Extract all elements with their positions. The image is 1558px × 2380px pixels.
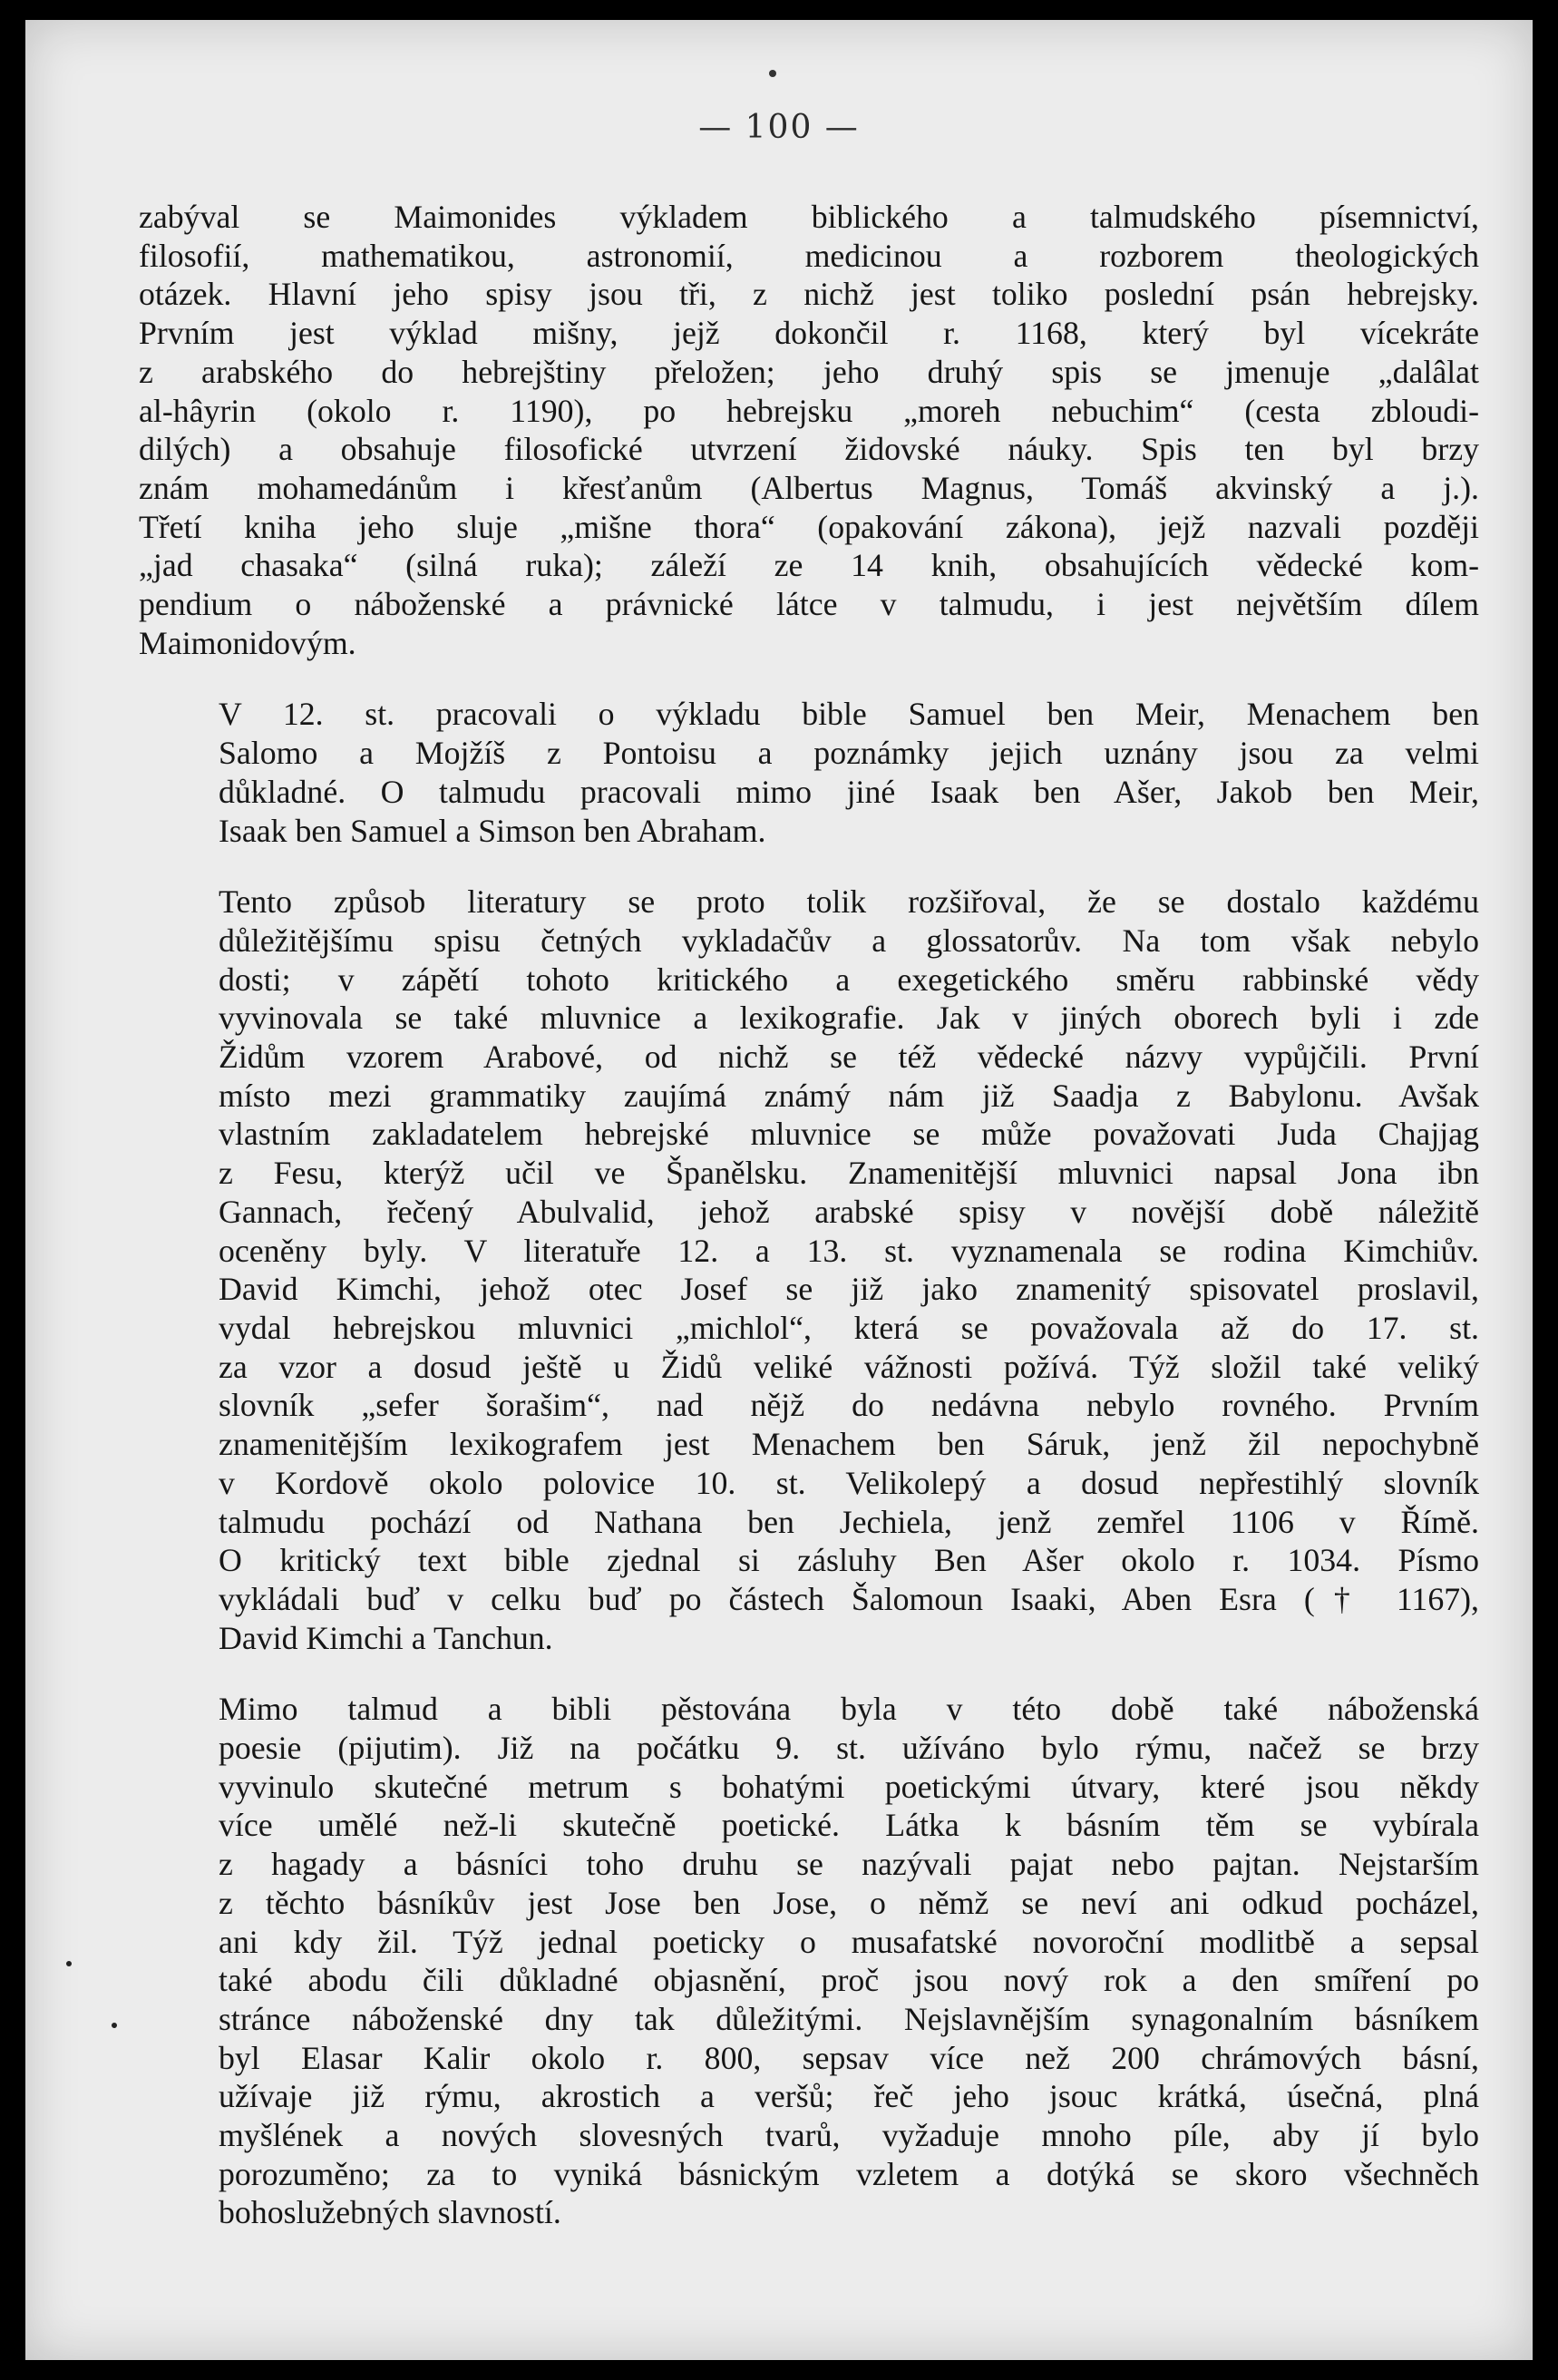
text-line: z arabského do hebrejštiny přeložen; jeho druhý spis se jmenuje „dalâlat	[139, 353, 1479, 390]
scan-dot	[769, 70, 776, 77]
paragraph-maimonides	[139, 198, 1479, 662]
text-line: z hagady a básníci toho druhu se nazývali pajat nebo pajtan. Nejstarším	[219, 1846, 1479, 1883]
text-line: bohoslužebných slavností.	[219, 2194, 561, 2231]
text-line: Třetí kniha jeho sluje „mišne thora“ (opakování zákona), jejž nazvali později	[139, 508, 1479, 545]
text-line: znamenitějším lexikografem jest Menachem ben Sáruk, jenž žil nepochybně	[219, 1426, 1479, 1463]
text-line: za vzor a dosud ještě u Židů veliké vážnosti požívá. Týž složil také veliký	[219, 1348, 1479, 1385]
text-line: „jad chasaka“ (silná ruka); záleží ze 14 knih, obsahujících vědecké kom-	[139, 547, 1479, 584]
text-line: v Kordově okolo polovice 10. st. Velikolepý a dosud nepřestihlý slovník	[219, 1464, 1479, 1501]
page-number: — 100 —	[698, 109, 860, 146]
scanned-page	[25, 20, 1533, 2360]
text-line: z těchto básníkův jest Jose ben Jose, o němž se neví ani odkud pocházel,	[219, 1884, 1479, 1921]
text-line: Isaak ben Samuel a Simson ben Abraham.	[219, 812, 766, 849]
text-line: Židům vzorem Arabové, od nichž se též vědecké názvy vypůjčili. První	[219, 1039, 1479, 1076]
text-line: slovník „sefer šorašim“, nad nějž do nedávna nebylo rovného. Prvním	[219, 1387, 1479, 1424]
text-line: stránce náboženské dny tak důležitými. Nejslavnějším synagonalním básníkem	[219, 2000, 1479, 2037]
text-line: znám mohamedánům i křesťanům (Albertus Magnus, Tomáš akvinský a j.).	[139, 469, 1479, 506]
text-line: vlastním zakladatelem hebrejské mluvnice se může považovati Juda Chajjag	[219, 1116, 1479, 1153]
text-line: oceněny byly. V literatuře 12. a 13. st. vyznamenala se rodina Kimchiův.	[219, 1232, 1479, 1269]
text-line: dilých) a obsahuje filosofické utvrzení židovské náuky. Spis ten byl brzy	[139, 431, 1479, 468]
text-line: vyvinovala se také mluvnice a lexikografie. Jak v jiných oborech byli i zde	[219, 1000, 1479, 1037]
text-line: vyvinulo skutečné metrum s bohatými poetickými útvary, které jsou někdy	[219, 1768, 1479, 1805]
text-line: David Kimchi a Tanchun.	[219, 1619, 553, 1656]
body-text	[139, 198, 1479, 2232]
text-line: zabýval se Maimonides výkladem biblického a talmudského písemnictví,	[139, 199, 1479, 235]
scan-mark	[66, 1961, 72, 1966]
text-line: pendium o náboženské a právnické látce v talmudu, i jest největším dílem	[139, 586, 1479, 623]
text-line: vykládali buď v celku buď po částech Šalomoun Isaaki, Aben Esra († 1167),	[219, 1580, 1479, 1617]
text-line: al-hâyrin (okolo r. 1190), po hebrejsku „moreh nebuchim“ (cesta zbloudi-	[139, 392, 1479, 429]
text-line: z Fesu, kterýž učil ve Španělsku. Znamenitější mluvnici napsal Jona ibn	[219, 1155, 1479, 1192]
text-line: dosti; v zápětí tohoto kritického a exegetického směru rabbinské vědy	[219, 961, 1479, 998]
text-line: otázek. Hlavní jeho spisy jsou tři, z nichž jest toliko poslední psán hebrejsky.	[139, 276, 1479, 313]
text-line: filosofií, mathematikou, astronomií, medicinou a rozborem theologických	[139, 237, 1479, 274]
text-line: důležitějšímu spisu četných vykladačův a glossatorův. Na tom však nebylo	[219, 922, 1479, 959]
text-line: talmudu pochází od Nathana ben Jechiela, jenž zemřel 1106 v Římě.	[219, 1503, 1479, 1540]
text-line: Maimonidovým.	[139, 624, 356, 661]
text-line: vydal hebrejskou mluvnici „michlol“, která se považovala až do 17. st.	[219, 1309, 1479, 1346]
text-line: užívaje již rýmu, akrostich a veršů; řeč jeho jsouc krátká, úsečná, plná	[219, 2078, 1479, 2115]
text-line: porozuměno; za to vyniká básnickým vzletem a dotýká se skoro všechněch	[219, 2155, 1479, 2192]
text-line: důkladné. O talmudu pracovali mimo jiné Isaak ben Ašer, Jakob ben Meir,	[219, 773, 1479, 810]
text-line: místo mezi grammatiky zaujímá známý nám již Saadja z Babylonu. Avšak	[219, 1077, 1479, 1114]
text-line: myšlének a nových slovesných tvarů, vyžaduje mnoho píle, aby jí bylo	[219, 2117, 1479, 2154]
text-line: Gannach, řečený Abulvalid, jehož arabské spisy v novější době náležitě	[219, 1193, 1479, 1230]
paragraph-religious-poetry	[139, 1690, 1479, 2232]
text-line: O kritický text bible zjednal si zásluhy Ben Ašer okolo r. 1034. Písmo	[219, 1542, 1479, 1579]
text-line: V 12. st. pracovali o výkladu bible Samuel ben Meir, Menachem ben	[219, 696, 1479, 733]
paragraph-bible-commentators	[139, 695, 1479, 850]
text-line: Salomo a Mojžíš z Pontoisu a poznámky jejich uznány jsou za velmi	[219, 735, 1479, 772]
text-line: poesie (pijutim). Již na počátku 9. st. užíváno bylo rýmu, načež se brzy	[219, 1730, 1479, 1767]
paragraph-grammar-lexicography	[139, 883, 1479, 1657]
text-line: Tento způsob literatury se proto tolik rozšiřoval, že se dostalo každému	[219, 883, 1479, 921]
text-line: David Kimchi, jehož otec Josef se již jako znamenitý spisovatel proslavil,	[219, 1271, 1479, 1308]
scan-mark	[112, 2023, 117, 2028]
text-line: ani kdy žil. Týž jednal poeticky o musafatské novoroční modlitbě a sepsal	[219, 1923, 1479, 1960]
text-line: také abodu čili důkladné objasnění, proč jsou nový rok a den smíření po	[219, 1962, 1479, 1999]
text-line: byl Elasar Kalir okolo r. 800, sepsav více než 200 chrámových básní,	[219, 2039, 1479, 2076]
text-line: Prvním jest výklad mišny, jejž dokončil r. 1168, který byl vícekráte	[139, 315, 1479, 352]
text-line: Mimo talmud a bibli pěstována byla v této době také náboženská	[219, 1691, 1479, 1728]
text-line: více umělé než-li skutečně poetické. Látka k básním těm se vybírala	[219, 1807, 1479, 1844]
